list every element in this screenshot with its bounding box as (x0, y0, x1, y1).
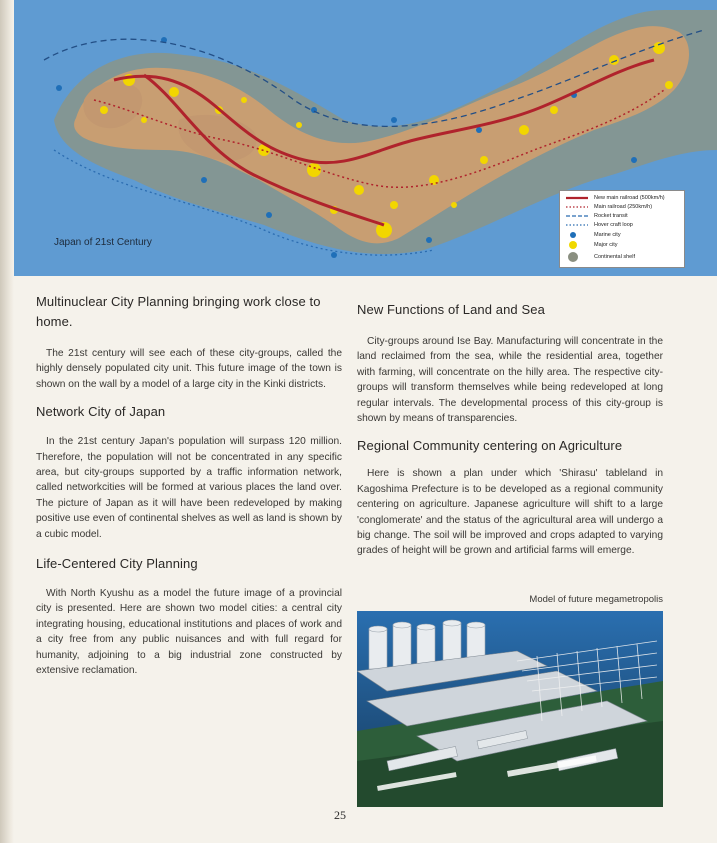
paragraph-life-centered-city-planning: With North Kyushu as a model the future image of a provincial city is presented. Here are shown two model cities: a central city integrating housing, educational institutions and places of work and a city free from any public nuisances and with full regard for humanity, adjoining to a big industrial zone constructed by extensive reclamation. (36, 588, 342, 677)
megametropolis-model-photo (357, 611, 663, 807)
legend-label-main-railroad: Main railroad (250km/h) (594, 204, 653, 210)
legend-label-hover-craft-loop: Hover craft loop (594, 222, 633, 228)
legend-label-rocket-transit: Rocket transit (594, 213, 628, 219)
paragraph-new-functions-land-sea: City-groups around Ise Bay. Manufacturing will concentrate in the land reclaimed from the sea, while the residential area, together with farming, will concentrate on the hilly area. The respective city-groups will transform themselves while being redeveloped at long regular intervals. The developmental process of this city-group is shown by means of transparencies. (357, 336, 663, 425)
legend-label-new-main-railroad: New main railroad (500km/h) (594, 195, 665, 201)
legend-label-major-city: Major city (594, 242, 618, 248)
map-caption: Japan of 21st Century (54, 237, 152, 248)
paragraph-regional-community-agriculture: Here is shown a plan under which 'Shirasu' tableland in Kagoshima Prefecture is to be developed as a regional community centering on agriculture. Japanese agriculture will shift to a large 'conglomerate' and the status of the agricultural area will undergo a big change. The soil will be improved and crops adapted to varying grades of height will be grown and artificial farms will emerge. (357, 468, 663, 557)
japan-map-illustration (14, 0, 717, 276)
page-binding-shadow (0, 0, 14, 843)
heading-regional-community-agriculture: Regional Community centering on Agriculture (357, 438, 623, 454)
paragraph-multinuclear-city-planning: The 21st century will see each of these city-groups, called the highly densely populated city unit. This future image of the town is shown on the wall by a model of a large city in the Kinki districts. (36, 348, 342, 390)
legend-label-marine-city: Marine city (594, 232, 621, 238)
paragraph-network-city: In the 21st century Japan's population will surpass 120 million. Therefore, the population will not be concentrated in any specific area, but city-groups supported by a traffic information network, called networkcities will be formed at various places the land over. The picture of Japan as it will have been redeveloped by making positive use even of continental shelves as well as land is shown by a cubic model. (36, 436, 342, 540)
left-column (36, 292, 342, 679)
photo-caption: Model of future megametropolis (529, 594, 663, 605)
heading-life-centered-city-planning: Life-Centered City Planning (36, 556, 198, 572)
heading-new-functions-land-sea: New Functions of Land and Sea (357, 302, 545, 317)
heading-multinuclear-city-planning: Multinuclear City Planning bringing work close to home. (36, 294, 321, 329)
page-number: 25 (334, 808, 346, 822)
megametropolis-model-graphic (357, 611, 663, 807)
right-column (357, 292, 663, 559)
legend-label-continental-shelf: Continental shelf (594, 254, 635, 260)
map-legend (559, 190, 685, 268)
heading-network-city: Network City of Japan (36, 404, 166, 420)
